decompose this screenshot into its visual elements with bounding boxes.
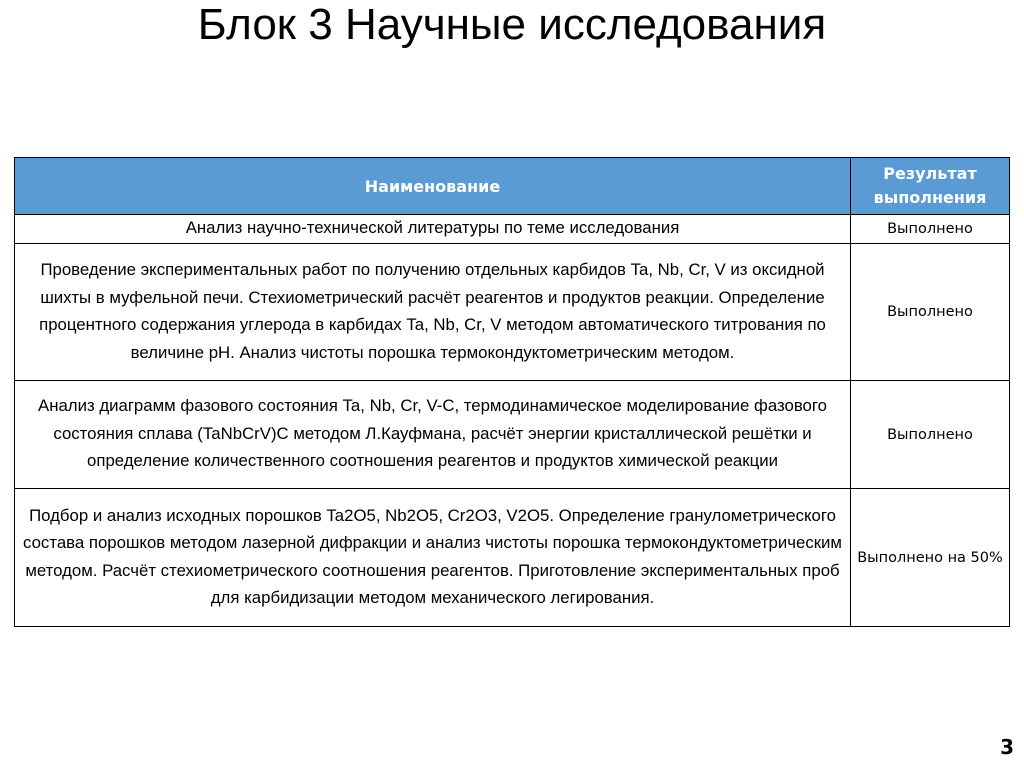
task-name-cell: Анализ диаграмм фазового состояния Ta, Nb, Cr, V-C, термодинамическое моделирование фазового состояния сплава (TaNbCrV)C методом Л.Кауфмана, расчёт энергии кристаллической решётки и определение количественного соотношения реагентов и продуктов химической реакции [15,381,851,489]
task-result-cell: Выполнено [851,381,1010,489]
table-header-row [15,158,1010,215]
column-header-result: Результат выполнения [851,158,1010,215]
task-name-cell: Проведение экспериментальных работ по получению отдельных карбидов Ta, Nb, Cr, V из оксидной шихты в муфельной печи. Стехиометрический расчёт реагентов и продуктов реакции. Определение процентного содержания углерода в карбидах Ta, Nb, Cr, V методом автоматического титрования по величине pH. Анализ чистоты порошка термокондуктометрическим методом. [15,244,851,381]
slide-title: Блок 3 Научные исследования [197,0,827,49]
task-name-cell: Подбор и анализ исходных порошков Ta2O5, Nb2O5, Cr2O3, V2O5. Определение гранулометрического состава порошков методом лазерной дифракции и анализ чистоты порошка термокондуктометрическим методом. Расчёт стехиометрического соотношения реагентов. Приготовление экспериментальных проб для карбидизации методом механического легирования. [15,489,851,627]
task-name-cell: Анализ научно-технической литературы по теме исследования [15,215,851,244]
table-row [15,215,1010,244]
task-result-cell: Выполнено [851,244,1010,381]
table-row [15,381,1010,489]
task-result-cell: Выполнено [851,215,1010,244]
column-header-name: Наименование [15,158,851,215]
task-result-cell: Выполнено на 50% [851,489,1010,627]
table-row [15,244,1010,381]
work-results-table [14,157,1010,627]
page-number: 3 [1000,735,1014,759]
table-row [15,489,1010,627]
